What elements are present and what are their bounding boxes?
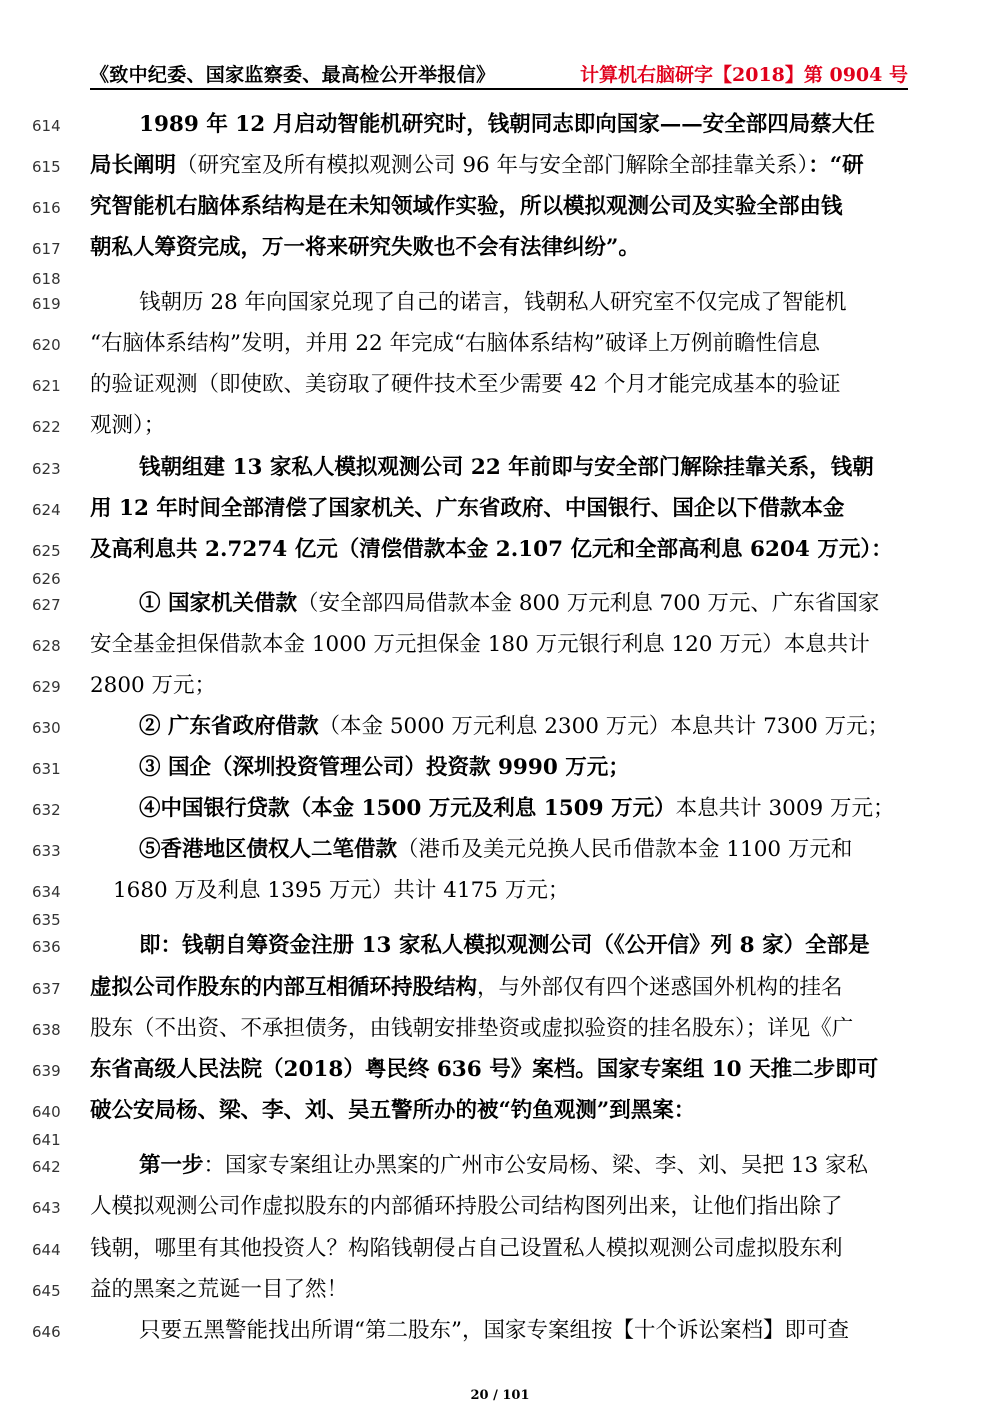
line-number: 640 <box>32 1103 61 1121</box>
header-doc-number: 计算机右脑研字【2018】第 0904 号 <box>580 64 908 86</box>
document-line <box>0 283 1000 323</box>
line-text <box>90 1270 910 1310</box>
body-text: 安全基金担保借款本金 1000 万元担保金 180 万元银行利息 120 万元）本息共计 <box>90 632 870 657</box>
body-text: 的验证观测（即使欧、美窃取了硬件技术至少需要 42 个月才能完成基本的验证 <box>90 372 841 397</box>
line-text <box>90 365 910 405</box>
line-number: 646 <box>32 1323 61 1341</box>
line-number: 638 <box>32 1021 61 1039</box>
line-text <box>90 489 910 529</box>
line-text <box>90 1050 910 1090</box>
line-number: 644 <box>32 1241 61 1259</box>
document-line <box>0 1270 1000 1310</box>
document-line <box>0 1311 1000 1351</box>
bold-text: ① 国家机关借款 <box>139 591 297 616</box>
line-number: 628 <box>32 637 61 655</box>
line-number: 639 <box>32 1062 61 1080</box>
line-number: 629 <box>32 678 61 696</box>
line-number: 622 <box>32 418 61 436</box>
line-number: 633 <box>32 842 61 860</box>
line-number: 634 <box>32 883 61 901</box>
bold-text: 究智能机右脑体系结构是在未知领域作实验，所以模拟观测公司及实验全部由钱 <box>90 194 843 219</box>
document-line <box>0 968 1000 1008</box>
line-number: 619 <box>32 295 61 313</box>
body-text: 钱朝历 28 年向国家兑现了自己的诺言，钱朝私人研究室不仅完成了智能机 <box>139 290 847 315</box>
line-number: 626 <box>32 570 61 588</box>
document-line <box>0 926 1000 966</box>
line-text <box>139 926 910 966</box>
line-text <box>139 448 910 488</box>
line-number: 617 <box>32 240 61 258</box>
line-number: 627 <box>32 596 61 614</box>
bold-text: ④中国银行贷款（本金 1500 万元及利息 1509 万元） <box>139 796 676 821</box>
bold-text: 及高利息共 2.7274 亿元（清偿借款本金 2.107 亿元和全部高利息 6204 万元）： <box>90 537 893 562</box>
body-text: 1680 万及利息 1395 万元）共计 4175 万元； <box>113 878 570 903</box>
line-text <box>139 830 910 870</box>
line-number: 632 <box>32 801 61 819</box>
line-text <box>90 324 910 364</box>
line-text <box>139 1146 910 1186</box>
line-number: 636 <box>32 938 61 956</box>
document-line <box>0 789 1000 829</box>
document-line <box>0 105 1000 145</box>
bold-text: ③ 国企（深圳投资管理公司）投资款 9990 万元； <box>139 755 630 780</box>
line-text <box>90 666 910 706</box>
body-text: 2800 万元； <box>90 673 217 698</box>
line-number: 631 <box>32 760 61 778</box>
document-line <box>0 584 1000 624</box>
body-text: 只要五黑警能找出所谓“第二股东”，国家专案组按【十个诉讼案档】即可查 <box>139 1318 849 1343</box>
document-line <box>0 146 1000 186</box>
line-number: 623 <box>32 460 61 478</box>
line-number: 630 <box>32 719 61 737</box>
line-number: 624 <box>32 501 61 519</box>
bold-text: 用 12 年时间全部清偿了国家机关、广东省政府、中国银行、国企以下借款本金 <box>90 496 845 521</box>
page-number: 20 / 101 <box>470 1388 530 1403</box>
bold-text: 1989 年 12 月启动智能机研究时，钱朝同志即向国家——安全部四局蔡大任 <box>139 112 875 137</box>
document-line <box>0 365 1000 405</box>
document-line <box>0 666 1000 706</box>
line-number: 645 <box>32 1282 61 1300</box>
document-line <box>0 1050 1000 1090</box>
body-text: “右脑体系结构”发明，并用 22 年完成“右脑体系结构”破译上万例前瞻性信息 <box>90 331 820 356</box>
body-text: ，与外部仅有四个迷惑国外机构的挂名 <box>477 975 843 1000</box>
line-text <box>90 406 910 446</box>
line-text <box>139 707 910 747</box>
body-text: 本息共计 3009 万元； <box>675 796 895 821</box>
line-number: 618 <box>32 270 61 288</box>
line-text <box>90 1009 910 1049</box>
line-text <box>139 584 910 624</box>
body-text: 钱朝，哪里有其他投资人？构陷钱朝侵占自己设置私人模拟观测公司虚拟股东利 <box>90 1236 843 1261</box>
document-line <box>0 187 1000 227</box>
body-text: 股东（不出资、不承担债务，由钱朝安排垫资或虚拟验资的挂名股东）；详见《广 <box>90 1016 854 1041</box>
document-line <box>0 830 1000 870</box>
body-text: （本金 5000 万元利息 2300 万元）本息共计 7300 万元； <box>318 714 890 739</box>
line-text <box>90 187 910 227</box>
bold-text: 破公安局杨、梁、李、刘、吴五警所办的被“钓鱼观测”到黑案： <box>90 1098 696 1123</box>
document-line <box>0 1146 1000 1186</box>
bold-text: ② 广东省政府借款 <box>139 714 319 739</box>
body-text: 观测）； <box>90 413 166 438</box>
line-number: 621 <box>32 377 61 395</box>
line-number: 615 <box>32 158 61 176</box>
document-line <box>0 324 1000 364</box>
bold-text: 东省高级人民法院（2018）粤民终 636 号》案档。国家专案组 10 天推二步即可 <box>90 1057 879 1082</box>
document-line <box>0 748 1000 788</box>
bold-text: ：“研 <box>808 153 864 178</box>
line-text <box>139 1311 910 1351</box>
bold-text: 即：钱朝自筹资金注册 13 家私人模拟观测公司（《公开信》列 8 家）全部是 <box>139 933 870 958</box>
line-text <box>90 1187 910 1227</box>
document-line <box>0 707 1000 747</box>
document-line <box>0 406 1000 446</box>
body-text: （安全部四局借款本金 800 万元利息 700 万元、广东省国家 <box>297 591 880 616</box>
line-number: 625 <box>32 542 61 560</box>
line-text <box>90 1229 910 1269</box>
line-number: 643 <box>32 1199 61 1217</box>
bold-text: ⑤香港地区债权人二笔借款 <box>139 837 398 862</box>
line-number: 642 <box>32 1158 61 1176</box>
line-text <box>90 146 910 186</box>
line-text <box>139 283 910 323</box>
line-text <box>139 105 910 145</box>
page-header <box>90 58 908 90</box>
line-number: 641 <box>32 1131 61 1149</box>
bold-text: 朝私人筹资完成，万一将来研究失败也不会有法律纠纷”。 <box>90 235 640 260</box>
body-text: ：国家专案组让办黑案的广州市公安局杨、梁、李、刘、吴把 13 家私 <box>203 1153 869 1178</box>
document-line <box>0 1187 1000 1227</box>
line-text <box>90 625 910 665</box>
document-line <box>0 489 1000 529</box>
line-number: 614 <box>32 117 61 135</box>
body-text: 人模拟观测公司作虚拟股东的内部循环持股公司结构图列出来，让他们指出除了 <box>90 1194 843 1219</box>
bold-text: 虚拟公司作股东的内部互相循环持股结构 <box>90 975 478 1000</box>
line-text <box>139 748 910 788</box>
document-line <box>0 625 1000 665</box>
line-number: 616 <box>32 199 61 217</box>
line-text <box>90 968 910 1008</box>
line-text <box>139 789 910 829</box>
body-text: 益的黑案之荒诞一目了然！ <box>90 1277 349 1302</box>
body-text: （港币及美元兑换人民币借款本金 1100 万元和 <box>397 837 853 862</box>
document-line <box>0 1229 1000 1269</box>
bold-text: 钱朝组建 13 家私人模拟观测公司 22 年前即与安全部门解除挂靠关系，钱朝 <box>139 455 874 480</box>
line-number: 637 <box>32 980 61 998</box>
header-title: 《致中纪委、国家监察委、最高检公开举报信》 <box>90 64 496 86</box>
document-line <box>0 1009 1000 1049</box>
bold-text: 第一步 <box>139 1153 204 1178</box>
body-text: （研究室及所有模拟观测公司 96 年与安全部门解除全部挂靠关系） <box>176 153 809 178</box>
line-number: 620 <box>32 336 61 354</box>
line-number: 635 <box>32 911 61 929</box>
document-line <box>0 448 1000 488</box>
bold-text: 局长阐明 <box>90 153 177 178</box>
